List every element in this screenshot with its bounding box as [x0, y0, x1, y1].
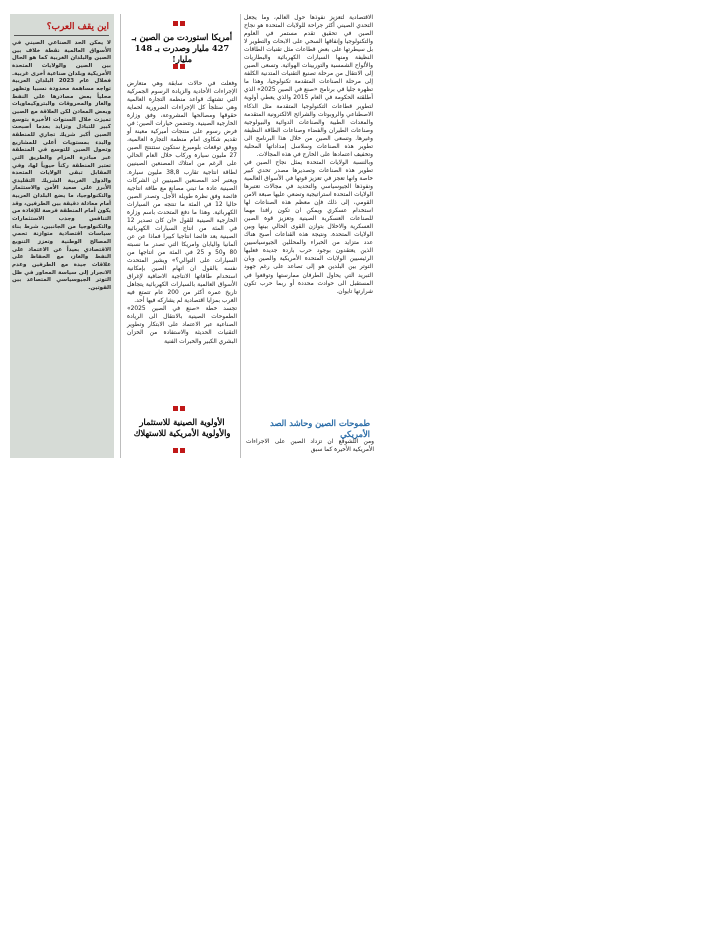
red-square-ornament — [180, 448, 185, 453]
right-article-column — [244, 14, 373, 296]
red-square-ornament — [180, 406, 185, 411]
column-divider-right — [240, 14, 241, 458]
right-paragraph-2: وبالنسبة الولايات المتحدة يمثل نجاح الصين في تطوير هذه الصناعات وتصديرها مصدر تحدي كبير خاصة وانها تعجز في تعزيز قوتها في الأسواق العالمية ونفوذها الجيوسياسي والتحديد في مجالات تعتبرها الولايات المتحدة استراتيجية وتضعي عليها صبغة الامن القومي، إلى ذلك فإن معظم هذه الصناعات لها استخدام عسكري ويمكن ان تكون رافدا مهما للصناعات العسكرية الصينية وتعزيز قوة الصين العسكرية والاخلال بتوازن القوى الحالي بينها وبين الولايات المتحدة. ونتيجة هذه القناعات أصبح هناك عدد متزايد من الخبراء والمحللين الجيوسياسيين الذين يعتقدون بوجود حرب باردة جديدة فعليها الرئيسيين الولايات المتحدة الأمريكية والصين وبان التوتر بين البلدين هو إلى تصاعد على رغم جهود التبريد التي يحاول الطرفان ممارستها وتوقعوا في المستقبل الى حوادث محددة أو ربما حرب تكون شرارتها تايوان. — [244, 159, 373, 295]
middle-article-column — [127, 80, 237, 346]
red-square-ornament — [173, 64, 178, 69]
sidebar-title: اين يقف العرب؟ — [46, 22, 109, 32]
column-divider-left — [120, 14, 121, 458]
sidebar-text: لا يمكن الحد الصناعي الصيني في الأسواق العالمية نقطة خلاف بين الصين والبلدان الغربية كما هو الحال بين الصين والولايات المتحدة الأمريكية وبلدان صناعية أخرى غربية. فخلال عام 2023 البلدان العربية تواجه مساهمة محدودة نسبيا وتظهر محلياً بعض مصادرها على النفط والغاز والمحروقات والبتروكيماويات وبعض المعادن لكن العلاقة مع الصين تميزت خلال السنوات الأخيرة بتوسع كبير للتبادل وتزايد بعدما أصبحت الصين أكبر شريك تجاري للمنطقة والبدء بمستويات أعلى للمشاريع وتحول الصين للتوسع في المنطقة عبر مبادرة الحزام والطريق التي تعتبر المنطقة ركناً حيوياً لها، وفي المقابل تبقى الولايات المتحدة والدول الغربية الشريك التقليدي الأبرز على صعيد الأمن والاستثمار والتكنولوجيا، ما يضع البلدان العربية أمام معادلة دقيقة بين الطرفين، وقد يكون أمام المنطقة فرصة للإفادة من التنافس وجذب الاستثمارات والتكنولوجيا من الجانبين، شرط بناء سياسات اقتصادية متوازنة تحمي المصالح الوطنية وتعزز التنويع الاقتصادي بعيداً عن الاعتماد على النفط والغاز، مع الحفاظ على علاقات جيدة مع الطرفين وعدم الانجرار إلى سياسة المحاور في ظل التوتر الجيوسياسي المتصاعد بين القوتين. — [12, 40, 112, 291]
middle-paragraph-2: تجسد خطة «صنع في الصين 2025» الطموحات الصينية بالانتقال الى الريادة الصناعية عبر الاعتماد على الابتكار وتطوير التقنيات الحديثة والاستفادة من الخزان البشري الكبير والخبرات الفنية — [127, 306, 237, 345]
red-square-ornament — [180, 21, 185, 26]
right-paragraph-1: الاقتصادية لتعزيز نفوذها حول العالم، وما يجعل التحدي الصيني أكثر جراحة للولايات المتحدة هو نجاح الصين في تحقيق تقدم مستمر في العلوم والتكنولوجيا وإنفاقها السخي على الابحاث والتطوير لا بل سيطرتها على بعض قطاعات مثل تقنيات الطاقات النظيفة ومنها السيارات الكهربائية والبطاريات والألواح الشمسية والتوربينات الهوائية. وتسعى الصين إلى الانتقال من مرحلة تصنيع التقنيات المتدنية الكلفة إلى مرحلة الصناعات المتقدمة تكنولوجيا، وهذا ما تظهره جليا في برنامج «صنع في الصين 2025» الذي أطلقته الحكومة في العام 2015 والذي يعطي أولوية لتطوير قطاعات التكنولوجيا المتقدمة مثل الذكاء الاصطناعي والروبوتات والشرائح الالكترونية المتقدمة والمعدات الطبية والصناعات الدوائية والبيولوجية وصناعات الطيران والفضاء وصناعات الطاقة النظيفة وغيرها. وتسعى الصين من خلال هذا البرنامج الى تطوير هذه الصناعات وسلاسل إمداداتها المحلية وتخفيف اعتمادها على الخارج في هذه المجالات. — [244, 15, 373, 158]
red-square-ornament — [173, 21, 178, 26]
red-square-ornament — [173, 448, 178, 453]
middle-paragraph-1: وفعلت في حالات سابقة وهي متعارض الإجراءات الأحادية والزيادة الرسوم الجمركية التي تشتهك قواعد منظمة التجارة العالمية وهي ستلجأ كل الإجراءات الضرورية لحماية حقوقها ومصالحها المشروعة، وفق وزارة الخارجية الصينية. وتتضمن خيارات الصين: في فرض رسوم على منتجات أميركية معينة أو تقديم شكاوى امام منظمة التجارة العالمية، ووفق توقعات بلومبرغ ستكون ستتنتج الصين 27 مليون سيارة وركاب خلال العام الحالي على الرغم من امتلاك المصنعين الصينيين لطاقة انتاجية تقارب 38,8 مليون سيارة. ويعتبر أحد المصنعين الصينيين ان الشركات الصينية عادة ما تبني مصانع مع طاقة انتاجية فائضة وفق نظرة طويلة الأجل. وتصدر الصين حاليا 12 في المئة ما تنتجه من السيارات الكهربائية. وهذا ما دفع المتحدث باسم وزارة الخارجية الصينية للقول «ان كان تصدير 12 في المئة من انتاج السيارات الكهربائية الصينية يعد فائضا انتاجيا كبيرا فماذا عن عن ألمانيا واليابان وامريكا التي تصدر ما نسبته 80 و50 و 25 في المئة من انتاجها من السيارات على التوالي؟» ويشير المتحدث نفسه بالقول ان اتهام الصين بإمكانية استخدام طاقاتها الانتاجية الاضافية لإغراق الأسواق العالمية بالسيارات الكهربائية يتجاهل تاريخ عمره أكثر من 200 عام تتمتع فيه الغرب بمزايا اقتصادية لم يشاركه فيها أحد. — [127, 81, 238, 305]
right-subheading: طموحات الصين وحاشد الصد الأمريكي — [269, 418, 370, 439]
right-subheading-text: ومن اللشوقع ان تزداد الصين على الاجراءات الأمريكية الأخيرة كما سبق — [246, 439, 374, 454]
middle-headline-top: أمريكا استوردت من الصين بـ 427 مليار وصدرت بـ 148 مليار! — [131, 32, 233, 64]
middle-headline-bottom: الأولوية الصينية للاستثمار والأولوية الأمريكية للاستهلاك — [133, 417, 231, 438]
sidebar-rule — [14, 35, 109, 36]
red-square-ornament — [173, 406, 178, 411]
red-square-ornament — [180, 64, 185, 69]
